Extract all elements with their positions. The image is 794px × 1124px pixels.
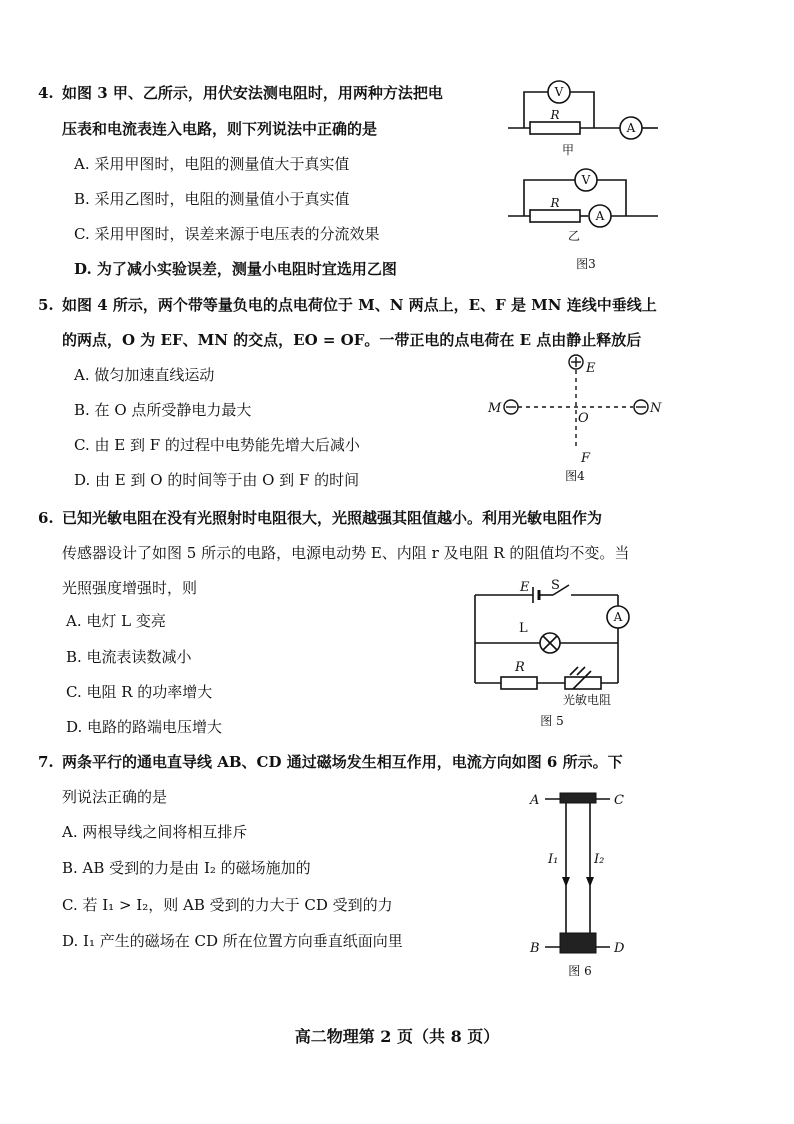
q5-option-b[interactable]: B. 在 O 点所受静电力最大 — [74, 401, 252, 419]
fig5-lamp-label: L — [519, 621, 528, 636]
fig4-e-label: E — [586, 361, 596, 376]
figure-4-charges — [480, 350, 680, 485]
fig5-ammeter-label: A — [613, 610, 623, 624]
fig3-yi-voltmeter-label: V — [581, 173, 591, 187]
fig6-a-label: A — [530, 793, 540, 808]
fig3-jia-label: 甲 — [561, 143, 575, 157]
fig4-n-label: N — [650, 401, 662, 416]
fig3-jia-voltmeter-label: V — [554, 85, 564, 99]
q6-stem-line1: 已知光敏电阻在没有光照射时电阻很大，光照越强其阻值越小。利用光敏电阻作为 — [62, 509, 603, 527]
fig5-caption: 图 5 — [540, 714, 564, 728]
q5-option-c[interactable]: C. 由 E 到 F 的过程中电势能先增大后减小 — [74, 436, 360, 454]
q4-number: 4. — [38, 84, 54, 102]
fig4-caption: 图4 — [565, 469, 585, 483]
q7-stem-line1: 两条平行的通电直导线 AB、CD 通过磁场发生相互作用，电流方向如图 6 所示。下 — [62, 753, 623, 771]
q6-stem-line3: 光照强度增强时，则 — [62, 579, 198, 597]
fig3-yi-ammeter-label: A — [595, 209, 605, 223]
figure-3-circuits — [500, 70, 670, 275]
fig5-photoresistor-label: 光敏电阻 — [562, 693, 612, 707]
q5-stem-line2: 的两点，O 为 EF、MN 的交点，EO = OF。一带正电的点电荷在 E 点由静止释放后 — [62, 331, 642, 349]
fig5-s-label: S — [551, 578, 560, 593]
fig6-c-label: C — [614, 793, 624, 808]
fig4-f-label: F — [581, 451, 591, 466]
q6-option-c[interactable]: C. 电阻 R 的功率增大 — [66, 683, 213, 701]
q4-option-b[interactable]: B. 采用乙图时，电阻的测量值小于真实值 — [74, 190, 350, 208]
page-footer: 高二物理第 2 页（共 8 页） — [294, 1027, 500, 1046]
q4-option-a[interactable]: A. 采用甲图时，电阻的测量值大于真实值 — [74, 155, 350, 173]
q7-option-a[interactable]: A. 两根导线之间将相互排斥 — [62, 823, 248, 841]
fig3-jia-resistor-label: R — [550, 108, 560, 122]
q6-number: 6. — [38, 509, 54, 527]
fig6-d-label: D — [614, 941, 625, 956]
q4-stem-line2: 压表和电流表连入电路，则下列说法中正确的是 — [62, 120, 378, 138]
fig6-b-label: B — [530, 941, 540, 956]
q6-option-a[interactable]: A. 电灯 L 变亮 — [66, 612, 166, 630]
fig4-m-label: M — [488, 401, 502, 416]
q4-stem-line1: 如图 3 甲、乙所示，用伏安法测电阻时，用两种方法把电 — [62, 84, 443, 102]
q7-stem-line2: 列说法正确的是 — [62, 788, 168, 806]
q4-option-d[interactable]: D. 为了减小实验误差，测量小电阻时宜选用乙图 — [74, 260, 397, 278]
figure-6-wires — [520, 785, 640, 980]
q7-number: 7. — [38, 753, 54, 771]
fig3-caption: 图3 — [576, 257, 596, 271]
q6-stem-line2: 传感器设计了如图 5 所示的电路，电源电动势 E、内阻 r 及电阻 R 的阻值均不变。当 — [62, 544, 630, 562]
fig5-e-label: E — [520, 580, 530, 595]
q5-option-d[interactable]: D. 由 E 到 O 的时间等于由 O 到 F 的时间 — [74, 471, 360, 489]
q5-stem-line1: 如图 4 所示，两个带等量负电的点电荷位于 M、N 两点上，E、F 是 MN 连线中垂线上 — [62, 296, 657, 314]
fig3-yi-label: 乙 — [567, 229, 581, 243]
fig5-resistor-label: R — [515, 660, 525, 675]
fig6-caption: 图 6 — [568, 964, 592, 978]
fig3-jia-ammeter-label: A — [626, 121, 636, 135]
q6-option-b[interactable]: B. 电流表读数减小 — [66, 648, 192, 666]
figure-5-circuit — [465, 575, 645, 735]
q5-number: 5. — [38, 296, 54, 314]
fig4-o-label: O — [578, 411, 589, 426]
q7-option-c[interactable]: C. 若 I₁ > I₂，则 AB 受到的力大于 CD 受到的力 — [62, 896, 393, 914]
fig6-i1-label: I₁ — [548, 852, 559, 867]
q6-option-d[interactable]: D. 电路的路端电压增大 — [66, 718, 223, 736]
q4-option-c[interactable]: C. 采用甲图时，误差来源于电压表的分流效果 — [74, 225, 380, 243]
fig6-i2-label: I₂ — [594, 852, 605, 867]
q5-option-a[interactable]: A. 做匀加速直线运动 — [74, 366, 215, 384]
q7-option-d[interactable]: D. I₁ 产生的磁场在 CD 所在位置方向垂直纸面向里 — [62, 932, 403, 950]
fig3-yi-resistor-label: R — [550, 196, 560, 210]
q7-option-b[interactable]: B. AB 受到的力是由 I₂ 的磁场施加的 — [62, 859, 311, 877]
